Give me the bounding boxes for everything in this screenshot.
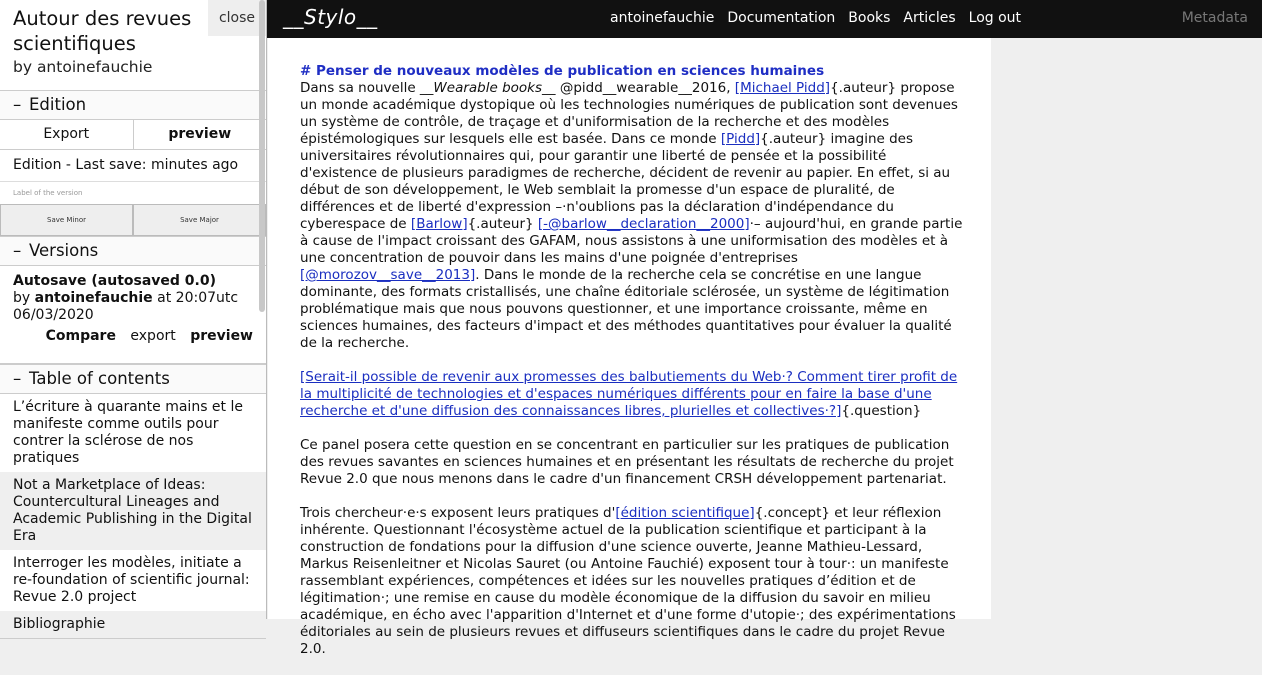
version-meta — [13, 290, 253, 307]
toc-item[interactable]: Interroger les modèles, initiate a re-foundation of scientific journal: Revue 2.0 project — [13, 555, 250, 605]
markdown-editor[interactable] — [268, 38, 991, 657]
sidebar — [0, 0, 267, 632]
markdown-link: [Serait-il possible de revenir aux promesses des balbutiements du Web·? Comment tirer profit de la multiplicité de technologies et d'espaces numériques différents pour en faire la base d'une recherche et d'une diffusion des connaissances libres, plurielles et collectives·?] — [300, 369, 958, 419]
document-header — [0, 0, 266, 90]
close-button[interactable]: close — [208, 0, 266, 36]
collapse-icon: – — [13, 241, 22, 260]
save-minor-button[interactable]: Save Minor — [0, 204, 133, 236]
markdown-link: [@morozov__save__2013] — [300, 267, 476, 283]
nav-documentation[interactable]: Documentation — [727, 10, 836, 26]
metadata-toggle[interactable]: Metadata — [1181, 10, 1248, 26]
document-author: by antoinefauchie — [13, 58, 153, 76]
text-run: {.concept} et leur réflexion inhérente. Questionnant l'écosystème actuel de la publication scientifique et participant à la construction de fondations pour la diffusion d'une science ouverte, Jeanne Mathieu-Lessard, Markus Reisenleitner et Nicolas Sauret (ou Antoine Fauchié) exposent tour à tour·: un manifeste rassemblant expériences, compétences et idées sur les nouvelles pratiques d’édition et de légitimation·; une remise en cause du modèle économique de la diffusion du savoir en milieu académique, en écho avec l'apparition d'Internet et d'une forme d'utopie·; des expérimentations éditoriales au sein de plusieurs revues et diffuseurs scientifiques dans le cadre du projet Revue 2.0. — [300, 505, 956, 657]
version-actions — [13, 328, 253, 345]
version-date: 06/03/2020 — [13, 307, 94, 323]
editor-paragraph — [300, 369, 965, 420]
toc-header-label: Table of contents — [29, 369, 170, 388]
markdown-link: [-@barlow__declaration__2000] — [537, 216, 750, 232]
nav-logout[interactable]: Log out — [968, 10, 1022, 26]
text-run: {.auteur} propose un monde académique dystopique où les technologies numériques de publication sont devenues un système de contrôle, de traçage et d'uniformisation de la recherche et des modèles épistémologiques sur lesquels elle est basée. Dans ce monde — [300, 80, 958, 147]
text-run: _ @pidd__wearable__2016, — [548, 80, 735, 96]
edition-header-label: Edition — [29, 95, 87, 114]
toc-section-header[interactable] — [0, 364, 266, 394]
save-major-button[interactable]: Save Major — [133, 204, 266, 236]
preview-button[interactable]: preview — [168, 126, 232, 142]
last-save-status: Edition - Last save: minutes ago — [0, 150, 266, 182]
text-run: {.auteur} — [467, 216, 538, 232]
nav-user[interactable]: antoinefauchie — [610, 10, 715, 26]
version-item — [0, 266, 266, 364]
text-run: {.auteur} imagine des universitaires révolutionnaires qui, pour garantir une liberté de pensée et la possibilité d'existence de plusieurs paradigmes de recherche, décident de revenir au papier. En effet, si au début de son développement, le Web semblait la promesse d'un espace de pluralité, de différences et de liberté d'expression –·n'oublions pas la déclaration d'indépendance du cyberespace de — [300, 131, 951, 232]
text-run: ·– aujourd'hui, en grande partie à cause de l'impact croissant des GAFAM, nous assistons à une uniformisation des modèles et à une concentration de pouvoir dans les mains d'une poignée d'entreprises — [300, 216, 963, 266]
save-actions — [0, 204, 266, 236]
toc-item[interactable]: Bibliographie — [0, 611, 266, 639]
version-time: at 20:07utc — [152, 290, 239, 306]
text-run: Dans sa nouvelle _ — [300, 80, 427, 96]
compare-button[interactable]: Compare — [45, 328, 116, 344]
toc-item[interactable]: Not a Marketplace of Ideas: Countercultural Lineages and Academic Publishing in the Digital Era — [0, 472, 266, 550]
edition-section-header[interactable] — [0, 90, 266, 120]
text-run: {.question} — [841, 403, 922, 419]
markdown-link: [Michael Pidd] — [734, 80, 831, 96]
editor-heading: # Penser de nouveaux modèles de publication en sciences humaines — [300, 63, 825, 79]
versions-section-header[interactable] — [0, 236, 266, 266]
nav-articles[interactable]: Articles — [903, 10, 956, 26]
italic-run: _Wearable books_ — [426, 80, 549, 96]
document-title: Autour des revues scientifiques — [13, 7, 192, 55]
editor-content[interactable] — [300, 63, 965, 675]
editor-paragraph — [300, 80, 965, 352]
collapse-icon: – — [13, 369, 22, 388]
text-run: . Dans le monde de la recherche cela se concrétise en une langue dominante, des formats cristallisés, une chaîne éditoriale sclérosée, un système de légitimation problématique mais que nous pouvons questionner, et une importance croissante, même en sciences humaines, des facteurs d'impact et des méthodes quantitatives pour évaluer la qualité de la recherche. — [300, 267, 952, 351]
versions-header-label: Versions — [29, 241, 99, 260]
version-export-button[interactable]: export — [130, 328, 176, 344]
stylo-logo[interactable]: __Stylo__ — [283, 5, 378, 29]
version-title: Autosave (autosaved 0.0) — [13, 273, 217, 289]
text-run: Trois chercheur·e·s exposent leurs pratiques d' — [300, 505, 616, 521]
editor-paragraph: Ce panel posera cette question en se concentrant en particulier sur les pratiques de publication des revues savantes en sciences humaines et en présentant les résultats de recherche du projet Revue 2.0 que nous menons dans le cadre d'un financement CRSH développement partenariat. — [300, 437, 954, 487]
version-by-prefix: by — [13, 290, 35, 306]
markdown-link: [édition scientifique] — [615, 505, 755, 521]
toc-item[interactable]: L’écriture à quarante mains et le manifeste comme outils pour contrer la sclérose de nos pratiques — [13, 399, 243, 466]
collapse-icon: – — [13, 95, 22, 114]
export-button[interactable]: Export — [0, 120, 134, 149]
version-user: antoinefauchie — [34, 290, 153, 306]
nav-books[interactable]: Books — [848, 10, 891, 26]
version-label-input[interactable]: Label of the version — [13, 189, 83, 197]
editor-paragraph — [300, 505, 965, 658]
sidebar-scrollbar[interactable] — [259, 0, 265, 312]
edition-actions — [0, 120, 266, 150]
version-preview-button[interactable]: preview — [190, 328, 253, 344]
main-nav — [610, 10, 1034, 26]
markdown-link: [Pidd] — [720, 131, 761, 147]
top-bar — [267, 0, 1262, 38]
markdown-link: [Barlow] — [410, 216, 468, 232]
